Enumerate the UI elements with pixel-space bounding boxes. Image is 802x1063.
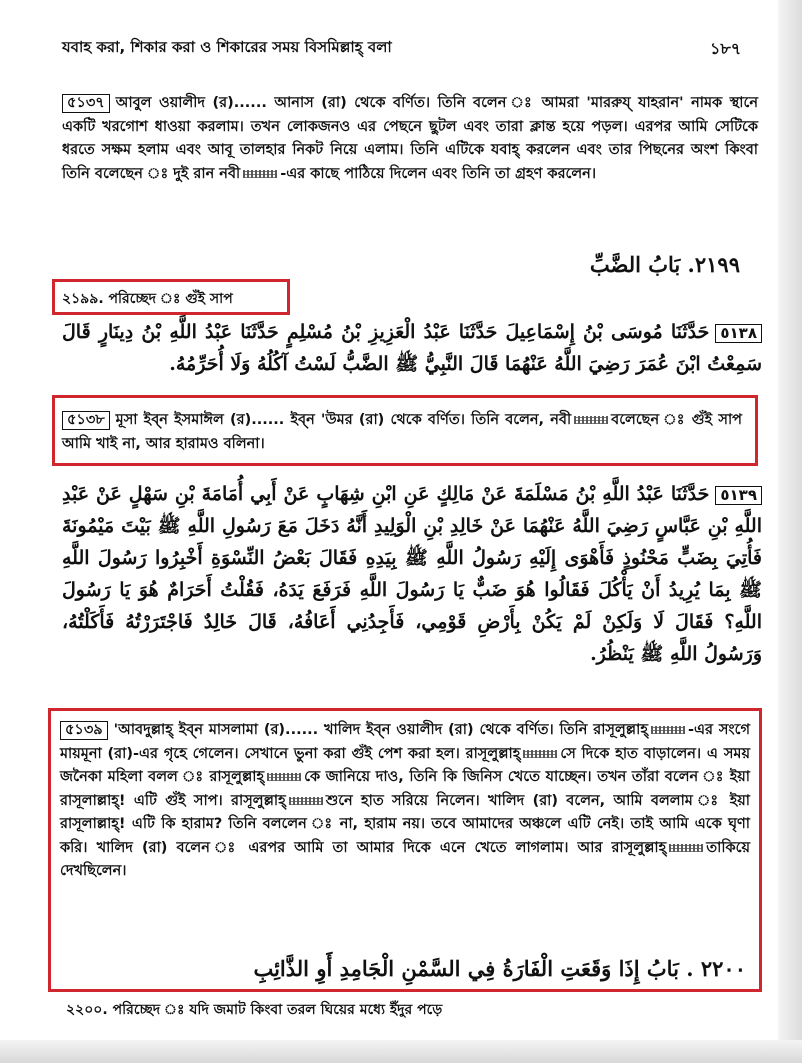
hadith-text: 'আবদুল্লাহ্ ইব্ন মাসলামা (র)...... খালিদ ইব্ন ওয়ালীদ (রা) থেকে বর্ণিত। তিনি রাসূলুল্লাহ্ (113, 722, 648, 738)
bengali-chapter-heading: ২১৯৯. পরিচ্ছেদ ঃ গুঁই সাপ (62, 291, 233, 307)
arabic-chapter-heading-2200: ٢٢٠٠ . بَابُ إِذَا وَقَعَتِ الْفَارَةُ فِي السَّمْنِ الْجَامِدِ أَوِ الذَّائِبِ (253, 956, 746, 981)
hadith-number: ٥١٣٨ (715, 324, 762, 343)
page-bottom-shadow (0, 1040, 802, 1063)
hadith-text: -এর সংগে মায়মূনা (রা)-এর গৃহে গেলেন। সেখানে ভুনা করা গুঁই পেশ করা হল। রাসূলুল্লাহ্ (60, 722, 750, 762)
highlight-box-chapter (52, 279, 290, 315)
hadith-text: কে জানিয়ে দাও, তিনি কি জিনিস খেতে যাচ্ছেন। তখন তাঁরা বলেন ঃ ইয়া রাসূলাল্লাহ্! এটি গুঁই সাপ। রাসূলুল্লাহ্ (60, 769, 750, 809)
hadith-text: সে দিকে হাত বাড়ালেন। এ সময় জনৈকা মহিলা বলল ঃ রাসূলুল্লাহ্ (60, 745, 750, 785)
hadith-number: ৫১৩৭ (62, 94, 110, 113)
arabic-text: حَدَّثَنَا عَبْدُ اللَّهِ بْنُ مَسْلَمَةَ عَنْ مَالِكٍ عَنِ ابْنِ شِهَابٍ عَنْ أَبِي أُمَامَةَ بْنِ سَهْلٍ عَنْ عَبْدِ اللَّهِ بْنِ عَبَّاسٍ رَضِيَ اللَّهُ عَنْهُمَا عَنْ خَالِدِ بْنِ الْوَلِيدِ أَنَّهُ دَخَلَ مَعَ رَسُولِ اللَّهِ ﷺ بَيْتَ مَيْمُونَةَ فَأُتِيَ بِضَبٍّ مَحْنُوذٍ فَأَهْوَى إِلَيْهِ رَسُولُ اللَّهِ ﷺ بِيَدِهِ فَقَالَ بَعْضُ النِّسْوَةِ أَخْبِرُوا رَسُولَ اللَّهِ ﷺ بِمَا يُرِيدُ أَنْ يَأْكُلَ فَقَالُوا هُوَ ضَبٌّ يَا رَسُولَ اللَّهِ فَرَفَعَ يَدَهُ، فَقُلْتُ أَحَرَامٌ هُوَ يَا رَسُولَ اللَّهِ؟ فَقَالَ لَا وَلَكِنْ لَمْ يَكُنْ بِأَرْضِ قَوْمِي، فَأَجِدُنِي أَعَافُهُ، قَالَ خَالِدٌ فَاجْتَرَرْتُهُ فَأَكَلْتُهُ، وَرَسُولُ اللَّهِ ﷺ يَنْظُرُ. (62, 483, 762, 665)
hadith-number: ৫১৩৯ (60, 721, 108, 740)
hadith-text: আবুল ওয়ালীদ (র)...... আনাস (রা) থেকে বর্ণিত। তিনি বলেন ঃ আমরা 'মাররুয্ যাহরান' নামক স্থানে একটি খরগোশ ধাওয়া করলাম। তখন লোকজনও এর পেছনে ছুটল এবং তারা ক্লান্ত হয়ে পড়ল। এরপর আমি সেটিকে ধরতে সক্ষম হলাম এবং আবূ তালহার নিকট নিয়ে এলাম। তিনি এটিকে যবাহ্ করলেন এবং তার পিছনের অংশ কিংবা তিনি বলেছেন ঃ দুই রান নবী (62, 95, 758, 182)
page-number: ১৮৭ (710, 39, 742, 58)
hadith-text: শুনে হাত সরিয়ে নিলেন। খালিদ (রা) বলেন, আমি বললাম ঃ ইয়া রাসূলাল্লাহ্! এটি কি হারাম? তিনি বললেন ঃ না, হারাম নয়। তবে আমাদের অঞ্চলে এটি নেই। তাই আমি একে ঘৃণা করি। খালিদ (রা) বলেন ঃ এরপর আমি তা আমার দিকে এনে খেতে লাগলাম। আর রাসূলুল্লাহ্ (60, 792, 750, 856)
running-head: যবাহ করা, শিকার করা ও শিকারের সময় বিসমিল্লাহ্ বলা (62, 38, 392, 56)
hadith-text: মূসা ইব্ন ইসমাঈল (র)...... ইব্ন 'উমর (রা) থেকে বর্ণিত। তিনি বলেন, নবী (115, 412, 572, 428)
arabic-hadith-5138 (62, 316, 762, 380)
highlight-box-5139 (48, 708, 762, 992)
arabic-hadith-5139 (62, 478, 762, 670)
hadith-number: ٥١٣٩ (715, 486, 762, 505)
hadith-text-end: বলেছেন ঃ গুঁই সাপ আমি খাই না, আর হারামও বলিনা। (62, 412, 742, 452)
hadith-5137 (62, 92, 758, 186)
hadith-text-end: -এর কাছে পাঠিয়ে দিলেন এবং তিনি তা গ্রহণ করলেন। (280, 165, 597, 182)
hadith-number: ৫১৩৮ (62, 411, 110, 430)
arabic-chapter-heading: ٢١٩٩. بَابُ الضَّبِّ (589, 252, 740, 277)
highlight-box-5138 (52, 395, 758, 466)
salutation-mark-icon (243, 170, 277, 178)
bengali-chapter-heading-2200: ২২০০. পরিচ্ছেদ ঃ যদি জমাট কিংবা তরল ঘিয়ের মধ্যে ইঁদুর পড়ে (66, 1002, 443, 1018)
page-edge-shadow (778, 0, 802, 1063)
arabic-text: حَدَّثَنَا مُوسَى بْنُ إِسْمَاعِيلَ حَدَّثَنَا عَبْدُ الْعَزِيزِ بْنُ مُسْلِمٍ حَدَّثَنَا عَبْدُ اللَّهِ بْنُ دِينَارٍ قَالَ سَمِعْتُ ابْنَ عُمَرَ رَضِيَ اللَّهُ عَنْهُمَا قَالَ النَّبِيُّ ﷺ الضَّبُّ لَسْتُ آكُلُهُ وَلَا أُحَرِّمُهُ. (62, 321, 762, 375)
hadith-text: তাকিয়ে দেখছিলেন। (60, 839, 750, 879)
